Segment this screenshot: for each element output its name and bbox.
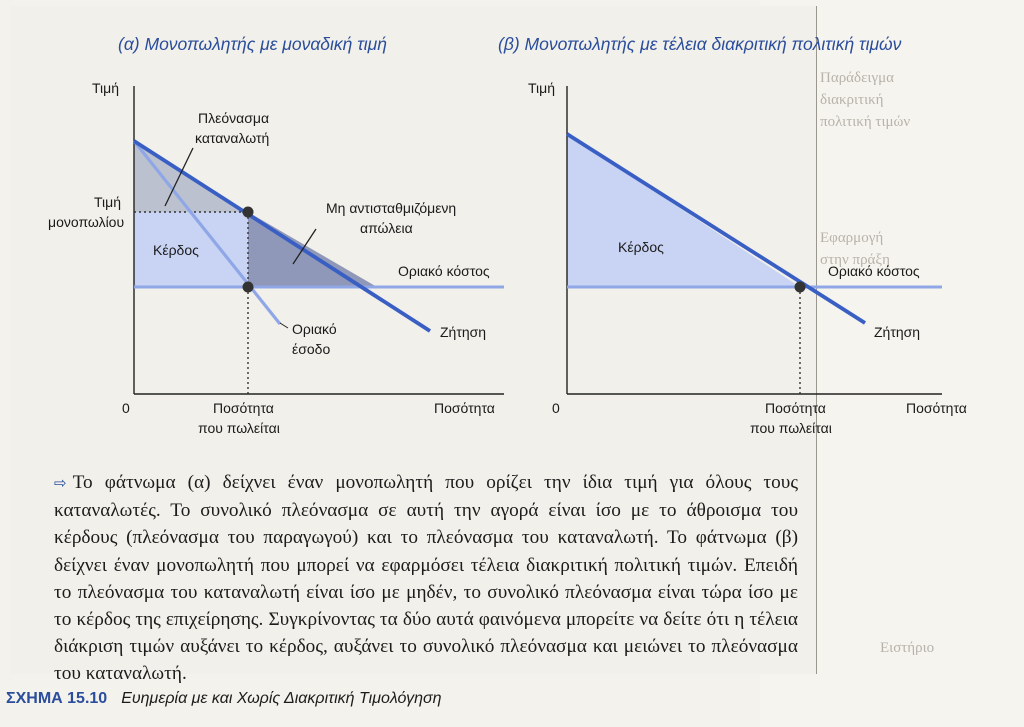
- panel-b-x-axis-label: Ποσότητα: [906, 400, 967, 416]
- marginal-revenue-label-1: Οριακό: [292, 321, 337, 337]
- panel-a-marginal-cost-label: Οριακό κόστος: [398, 263, 490, 279]
- panel-b-demand-label: Ζήτηση: [874, 324, 921, 340]
- monopoly-price-label-1: Τιμή: [94, 194, 121, 210]
- figure-title: Ευημερία με και Χωρίς Διακριτική Τιμολόγηση: [121, 690, 442, 707]
- panel-b-origin: 0: [552, 400, 560, 416]
- panel-a-y-axis-label: Τιμή: [92, 80, 119, 96]
- monopoly-price-label-2: μονοπωλίου: [48, 214, 125, 230]
- panel-a-demand-label: Ζήτηση: [440, 324, 487, 340]
- monopoly-price-point: [243, 207, 254, 218]
- panel-b-quantity-label-1: Ποσότητα: [765, 400, 826, 416]
- panel-a-origin: 0: [122, 400, 130, 416]
- panel-a: [48, 80, 504, 436]
- caption-text: Το φάτνωμα (α) δείχνει έναν μονοπωλητή που ορίζει την ίδια τιμή για όλους τους καταναλωτές. Το συνολικό πλεόνασμα σε αυτή την αγορά είναι ίσο με το άθροισμα του κέρδους (πλεόνασμα του παραγωγού) και το πλεόνασμα του καταναλωτή. Το φάτνωμα (β) δείχνει έναν μονοπωλητή που μπορεί να εφαρμόσει τέλεια διακριτική πολιτική τιμών. Επειδή το πλεόνασμα του καταναλωτή είναι ίσο με μηδέν, το συνολικό πλεόνασμα είναι τώρα ίσο με το κέρδος της επιχείρησης. Συγκρίνοντας τα δύο αυτά φαινόμενα μπορείτε να δείτε ότι η τέλεια διάκριση τιμών αυξάνει το κέρδος, αυξάνει το συνολικό πλεόνασμα και μειώνει το πλεόνασμα του καταναλωτή.: [54, 472, 798, 685]
- caption-arrow-icon: ⇨: [54, 474, 67, 492]
- consumer-surplus-label-2: καταναλωτή: [195, 130, 270, 146]
- panel-b-profit-label: Κέρδος: [618, 239, 664, 255]
- figure-number: ΣΧΗΜΑ 15.10: [6, 690, 108, 707]
- panel-a-quantity-label-2: που πωλείται: [198, 420, 280, 436]
- panel-a-quantity-label-1: Ποσότητα: [213, 400, 274, 416]
- deadweight-loss-area: [248, 212, 377, 287]
- background-book-page: Παράδειγμα διακριτική πολιτική τιμών Εφαρμογή στην πράξη Ειστήριο: [760, 0, 1024, 727]
- figure-caption: [54, 469, 798, 688]
- marginal-revenue-pointer: [280, 323, 288, 328]
- panel-a-x-axis-label: Ποσότητα: [434, 400, 495, 416]
- figure-label: [6, 690, 442, 708]
- panel-b-title: (β) Μονοπωλητής με τέλεια διακριτική πολιτική τιμών: [498, 34, 902, 54]
- panel-b-marginal-cost-label: Οριακό κόστος: [828, 263, 920, 279]
- consumer-surplus-label-1: Πλεόνασμα: [198, 110, 270, 126]
- mr-mc-intersection-point: [243, 282, 254, 293]
- marginal-revenue-label-2: έσοδο: [292, 341, 331, 357]
- panel-b-equilibrium-point: [795, 282, 806, 293]
- panel-b-y-axis-label: Τιμή: [528, 80, 555, 96]
- deadweight-loss-label-2: απώλεια: [360, 220, 413, 236]
- panel-a-profit-label: Κέρδος: [153, 242, 199, 258]
- deadweight-loss-label-1: Μη αντισταθμιζόμενη: [326, 200, 457, 216]
- panel-b-quantity-label-2: που πωλείται: [750, 420, 832, 436]
- panel-a-title: (α) Μονοπωλητής με μοναδική τιμή: [118, 34, 387, 54]
